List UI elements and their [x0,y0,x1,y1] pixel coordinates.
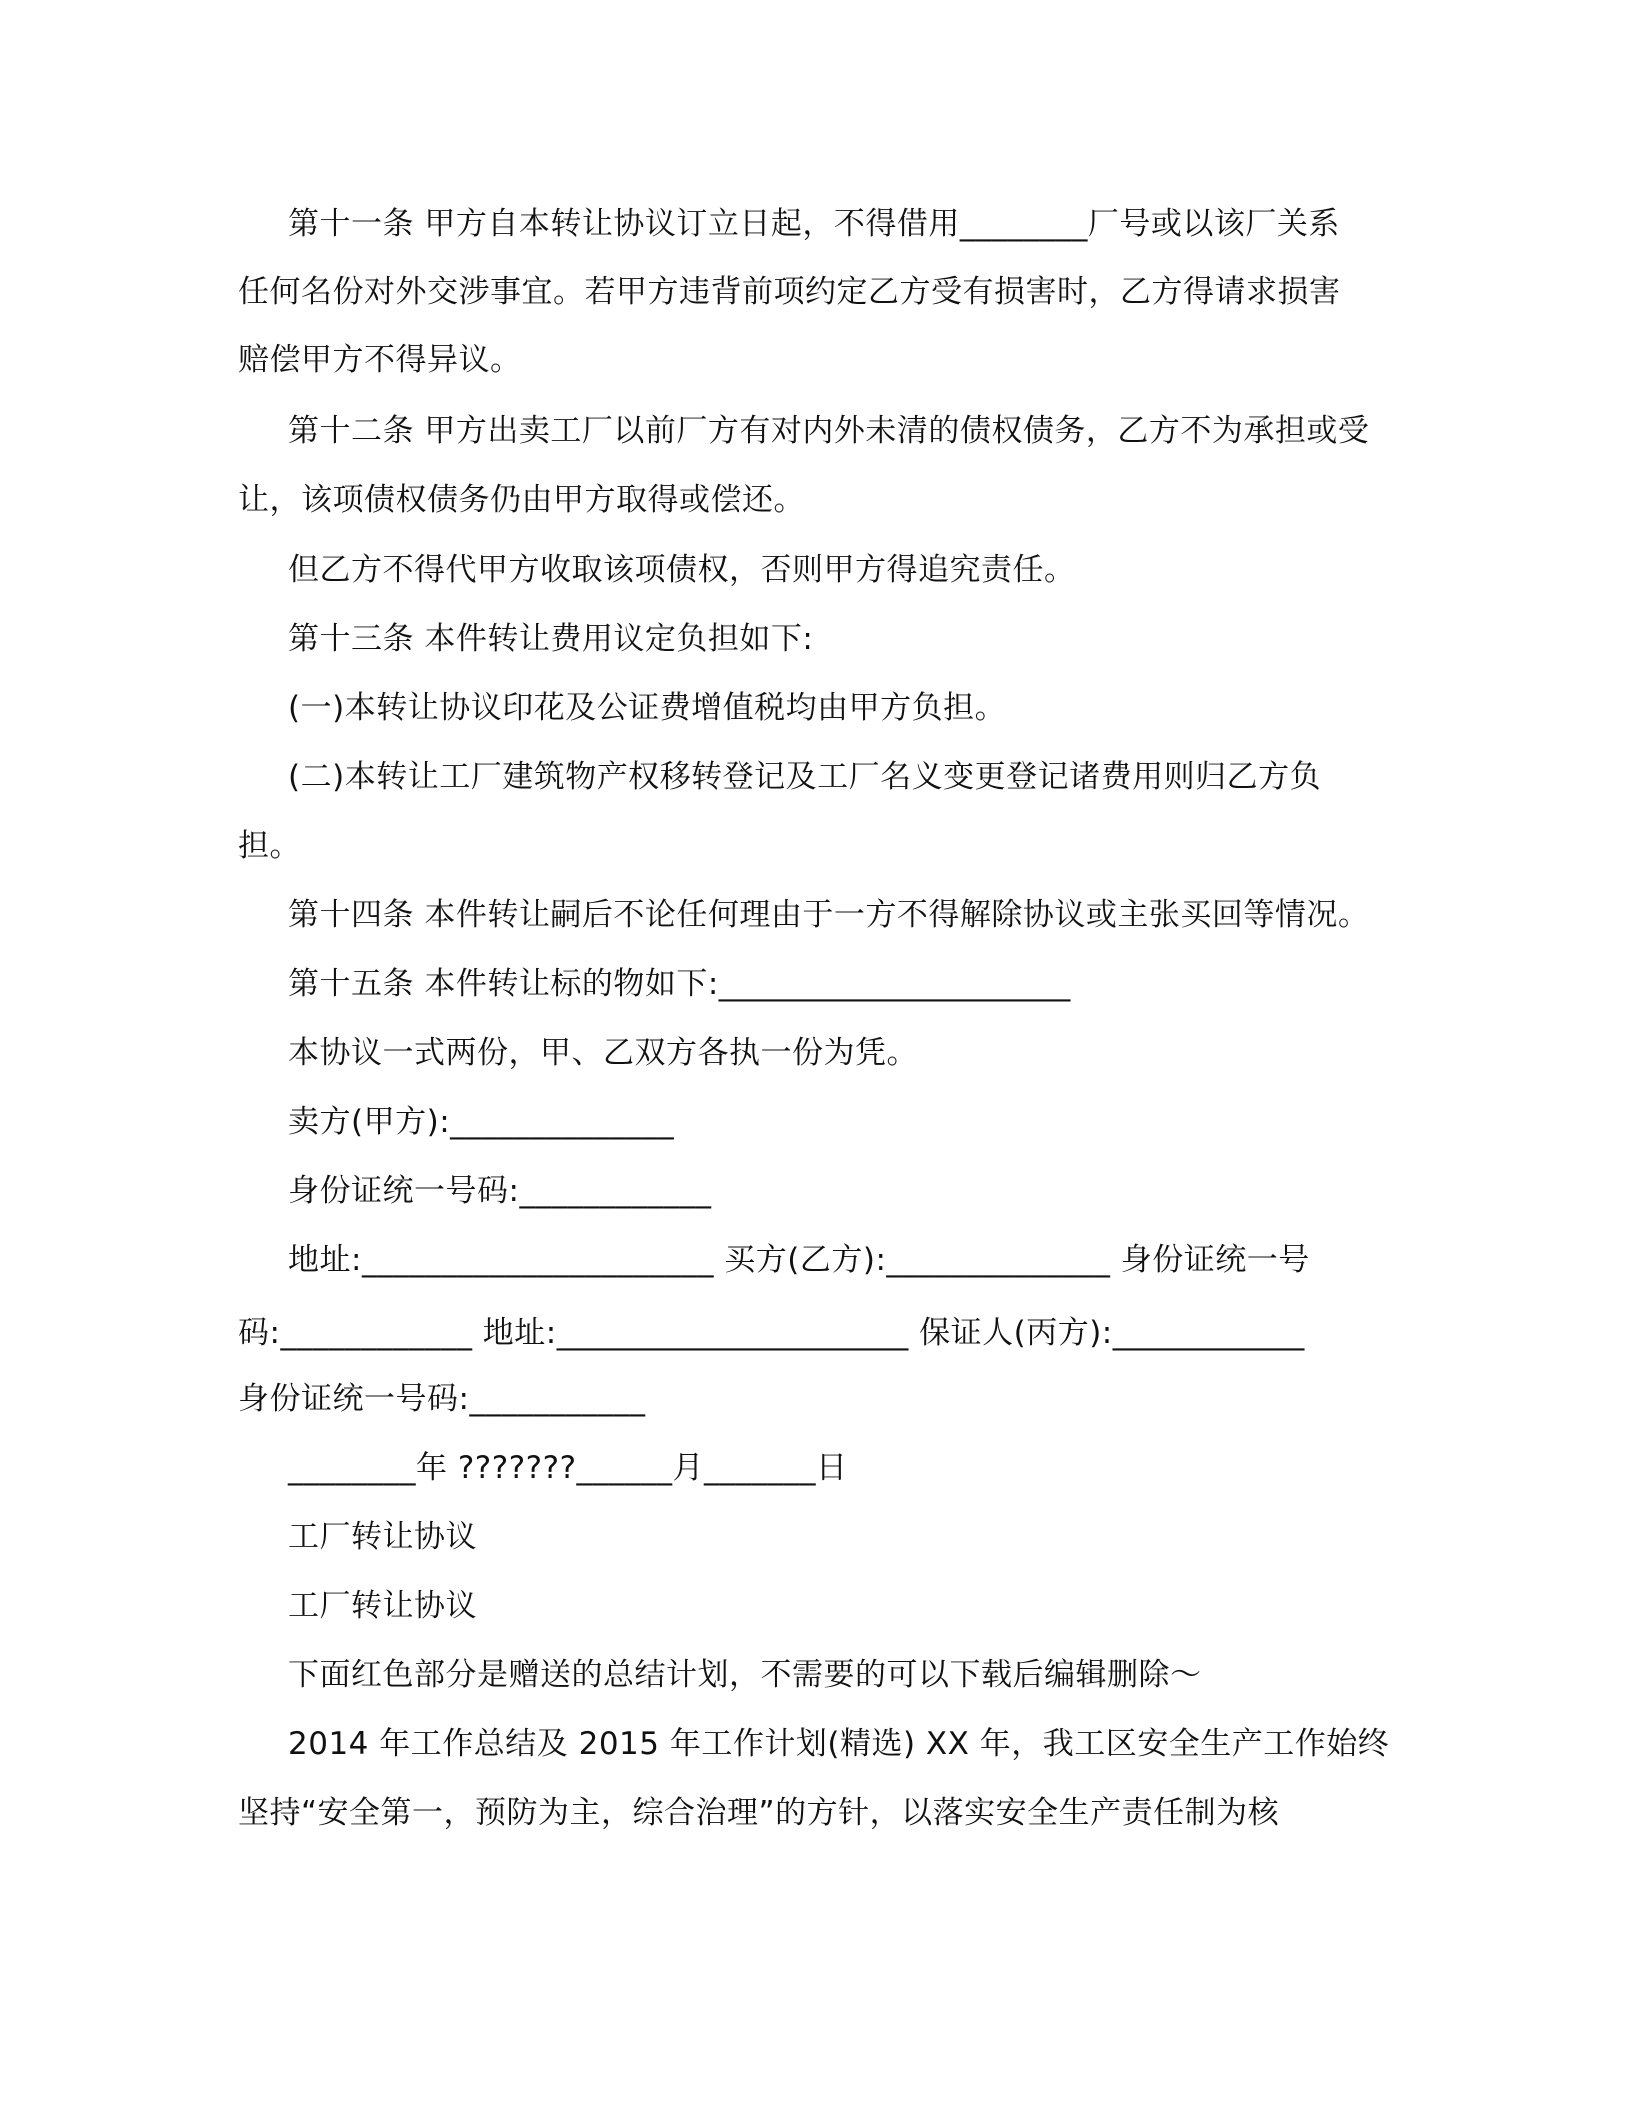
text-line: 任何名份对外交涉事宜。若甲方违背前项约定乙方受有损害时，乙方得请求损害 [238,274,1341,310]
text-line: 但乙方不得代甲方收取该项债权，否则甲方得追究责任。 [288,552,1076,588]
text-line: 坚持“安全第一，预防为主，综合治理”的方针，以落实安全生产责任制为核 [238,1795,1280,1831]
text-line: 赔偿甲方不得异议。 [238,342,522,378]
text-line: 第十三条 本件转让费用议定负担如下: [288,621,814,657]
text-line: 身份证统一号码:____________ [288,1173,712,1209]
text-line: 工厂转让协议 [288,1519,477,1555]
text-line: (一)本转让协议印花及公证费增值税均由甲方负担。 [288,690,1007,726]
text-line: 第十一条 甲方自本转让协议订立日起，不得借用________厂号或以该厂关系 [288,206,1340,242]
text-line: 第十四条 本件转让嗣后不论任何理由于一方不得解除协议或主张买回等情况。 [288,897,1370,933]
text-line: 第十五条 本件转让标的物如下:______________________ [288,966,1071,1002]
text-line: 让，该项债权债务仍由甲方取得或偿还。 [238,482,805,518]
text-line: (二)本转让工厂建筑物产权移转登记及工厂名义变更登记诸费用则归乙方负 [288,759,1322,795]
text-line: 码:____________ 地址:______________________ 保证人(丙方):____________ [238,1315,1305,1351]
text-line: ________年 ???????______月_______日 [288,1450,848,1486]
text-line: 工厂转让协议 [288,1588,477,1624]
text-line: 身份证统一号码:___________ [238,1381,646,1417]
text-line: 下面红色部分是赠送的总结计划，不需要的可以下载后编辑删除～ [288,1657,1202,1693]
text-line: 本协议一式两份，甲、乙双方各执一份为凭。 [288,1035,918,1071]
text-line: 2014 年工作总结及 2015 年工作计划(精选) XX 年，我工区安全生产工作始终 [288,1726,1390,1762]
text-line: 地址:______________________ 买方(乙方):______________ 身份证统一号 [288,1242,1310,1278]
text-line: 第十二条 甲方出卖工厂以前厂方有对内外未清的债权债务，乙方不为承担或受 [288,413,1370,449]
text-line: 卖方(甲方):______________ [288,1104,675,1140]
text-line: 担。 [238,828,301,864]
